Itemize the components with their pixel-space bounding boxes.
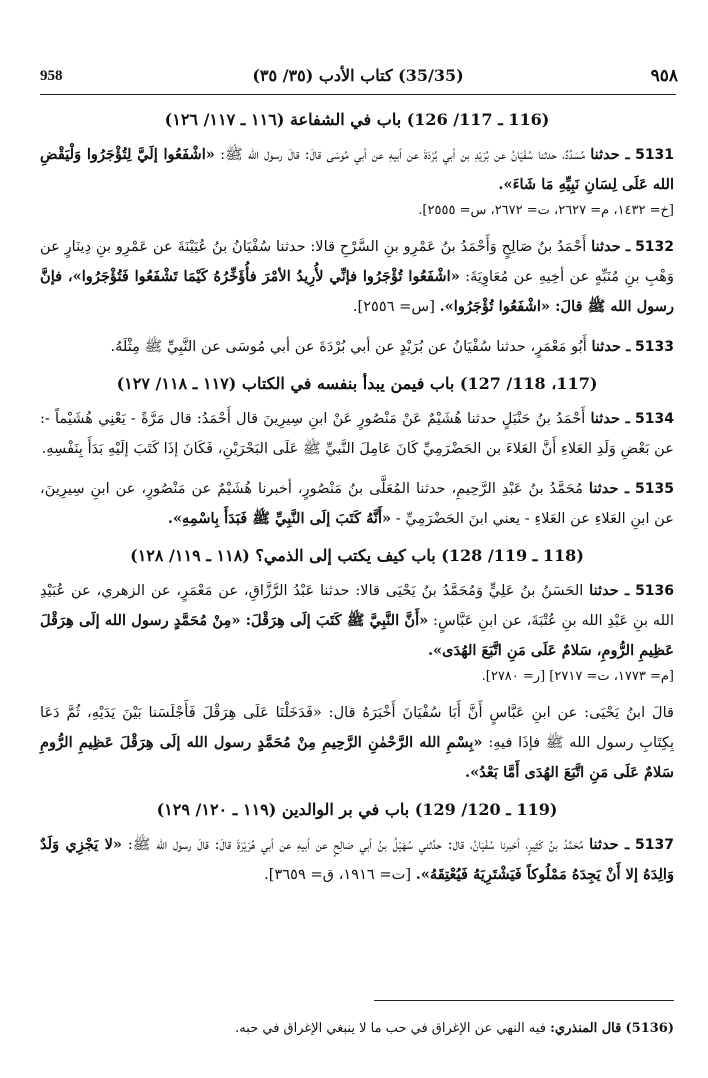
hadith-number: 5131 xyxy=(635,147,675,163)
hadith-chain: مُحَمَّدُ بنُ عَبْدِ الرَّحِيمِ، حدثنا المُعَلَّى بنُ مَنْصُورٍ، أخبرنا هُشَيْمٌ عن مَنْصُورٍ، عن ابنِ سِيرِينَ، عن ابنِ العَلاءِ عن العَلاءِ - يعني ابنَ الحَضْرَمِيِّ - xyxy=(40,480,674,527)
haddathana-label: ـ حدثنا xyxy=(588,480,630,497)
hadith-5133 xyxy=(40,332,674,362)
page-number-latin: 958 xyxy=(40,68,63,84)
hadith-reference: [خ= ١٤٣٢، م= ٢٦٢٧، ت= ٢٦٧٢، س= ٢٥٥٥]. xyxy=(418,203,674,218)
hadith-chain: أَحْمَدُ بنُ صَالِحٍ وَأَحْمَدُ بنُ عَمْرِو بنِ السَّرْحِ قالا: حدثنا سُفْيَانُ بنُ عُيَيْنَةَ عن عَمْرِو بنِ دِينَارٍ عن وَهْبِ بنِ مُنَبِّهٍ عن أخِيهِ عن مُعَاوِيَةَ: xyxy=(40,238,675,285)
chapter-heading: (118 ـ 119/ 128) باب كيف يكتب إلى الذمي؟ (١١٨ ـ ١١٩/ ١٢٨) xyxy=(130,546,584,565)
hadith-quote: «اشْفَعُوا تُؤْجَرُوا فإنِّي لأُرِيدُ الأمْرَ فأُؤَخِّرُهُ كَيْمَا تَشْفَعُوا فَتُؤْجَرُوا»، فإنَّ رسول الله ﷺ قالَ: «اشْفَعُوا تُؤْجَرُوا». xyxy=(40,268,674,315)
haddathana-label: ـ حدثنا xyxy=(589,836,630,853)
hadith-5136 xyxy=(40,576,674,688)
hadith-5134 xyxy=(40,404,674,464)
page-header xyxy=(34,62,682,92)
hadith-5137 xyxy=(40,830,674,890)
running-title: (35/35) كتاب الأدب (٣٥/ ٣٥) xyxy=(252,66,464,85)
footnote-number: (5136) xyxy=(625,1021,674,1036)
haddathana-label: ـ حدثنا xyxy=(591,238,631,255)
chapter-heading: (119 ـ 120/ 129) باب في بر الوالدين (١١٩ ـ ١٢٠/ ١٢٩) xyxy=(156,800,558,819)
hadith-quote: «أَنَّهُ كَتَبَ إلَى النَّبِيِّ ﷺ فَبَدَأَ بِاسْمِهِ». xyxy=(167,510,392,527)
hadith-5132 xyxy=(40,232,674,322)
hadith-5131 xyxy=(40,140,674,222)
hadith-reference: [س= ٢٥٥٦]. xyxy=(352,298,435,315)
hadith-number: 5137 xyxy=(635,837,675,853)
footnote-divider xyxy=(374,1000,674,1001)
extra-narration xyxy=(40,698,674,788)
hadith-number: 5136 xyxy=(635,583,675,599)
header-divider xyxy=(40,94,676,95)
chapter-heading: (116 ـ 117/ 126) باب في الشفاعة (١١٦ ـ ١١٧/ ١٢٦) xyxy=(164,110,550,129)
hadith-quote: «لا يَجْزِي وَلَدٌ وَالِدَهُ إلا أَنْ يَجِدَهُ مَمْلُوكاً فَيَشْتَرِيَهُ فَيُعْتِقَهُ». xyxy=(40,836,674,883)
hadith-number: 5133 xyxy=(635,339,674,355)
hadith-reference: [ت= ١٩١٦، ق= ٣٦٥٩]. xyxy=(264,866,412,883)
hadith-reference: [م= ١٧٧٣، ت= ٢٧١٧] [ر= ٢٧٨٠]. xyxy=(481,669,674,684)
haddathana-label: ـ حدثنا xyxy=(591,338,631,355)
hadith-chain: مُحَمَّدُ بنُ كَثِيرٍ، أخبرنا سُفْيَانُ، قال: حدَّثني سُهَيْلُ بنُ أبي صَالِحٍ عن أبيهِ عن أبي هُرَيْرَةَ قالَ: قالَ رسول الله ﷺ: xyxy=(127,836,584,853)
page-body xyxy=(40,108,674,900)
extra-narration-quote: «بِسْمِ الله الرَّحْمٰنِ الرَّحِيمِ مِنْ مُحَمَّدٍ رسول الله إلَى هِرَقْلَ عَظِيمِ الرُّومِ سَلامٌ عَلَى مَنِ اتَّبَعَ الهُدَى أَمَّا بَعْدُ». xyxy=(40,734,674,781)
hadith-number: 5132 xyxy=(635,239,675,255)
hadith-chain: مُسَدَّدٌ، حدثنا سُفْيَانُ عن بُرَيْدِ بن أبي بُرْدَةَ عن أبيهِ عن أبي مُوسَى قالَ: قالَ رسول الله ﷺ: xyxy=(220,146,585,163)
hadith-5135 xyxy=(40,474,674,534)
hadith-number: 5134 xyxy=(635,411,674,427)
chapter-heading: (117، 118/ 127) باب فيمن يبدأ بنفسه في الكتاب (١١٧ ـ ١١٨/ ١٢٧) xyxy=(116,374,598,393)
haddathana-label: ـ حدثنا xyxy=(590,410,630,427)
hadith-quote: «اشْفَعُوا إلَيَّ لِتُؤْجَرُوا وَلْيَقْضِ الله عَلَى لِسَانِ نَبِيِّهِ مَا شَاءَ». xyxy=(40,146,674,193)
page-number-arabic: ٩٥٨ xyxy=(650,66,678,86)
haddathana-label: ـ حدثنا xyxy=(590,146,630,163)
hadith-quote: «أَنَّ النَّبِيَّ ﷺ كَتَبَ إلَى هِرَقْلَ: «مِنْ مُحَمَّدٍ رسول الله إلَى هِرَقْلَ عَظِيمِ الرُّومِ، سَلامٌ عَلَى مَنِ اتَّبَعَ الهُدَى». xyxy=(40,612,674,659)
hadith-chain: أَبُو مَعْمَرٍ، حدثنا سُفْيَانُ عن بُرَيْدٍ عن أبي بُرْدَةَ عن أبي مُوسَى عن النَّبِيِّ ﷺ مِثْلَهُ. xyxy=(110,338,587,355)
footnote-text: فيه النهي عن الإغراق في حب ما لا ينبغي الإغراق في حبه. xyxy=(235,1021,546,1036)
haddathana-label: ـ حدثنا xyxy=(589,582,630,599)
hadith-chain: الحَسَنُ بنُ عَلِيٍّ وَمُحَمَّدُ بنُ يَحْيَى قالا: حدثنا عَبْدُ الرَّزَّاقِ، عن مَعْمَرٍ، عن الزهري، عن عُبَيْدِ الله بنِ عَبْدِ الله بنِ عُتْبَةَ، عن ابنِ عَبَّاسٍ: xyxy=(40,582,675,629)
extra-narration-text: قالَ ابنُ يَحْيَى: عن ابنِ عَبَّاسٍ أَنَّ أَبَا سُفْيَانَ أَخْبَرَهُ قال: «فَدَخَلْنَا عَلَى هِرَقْلَ فَأَجْلَسَنا بَيْنَ يَدَيْهِ، ثُمَّ دَعَا بِكِتَابِ رسول الله ﷺ فإذَا فيهِ: xyxy=(40,704,675,751)
hadith-chain: أَحْمَدُ بنُ حَنْبَلٍ حدثنا هُشَيْمٌ عَنْ مَنْصُورٍ عَنْ ابنِ سِيرِينَ قال أَحْمَدُ: قال مَرَّةً - يَعْنِي هُشَيْماً -: عن بَعْضِ وَلَدِ العَلاءِ أَنَّ العَلاءَ بن الحَضْرَمِيِّ كَانَ عَامِلَ النَّبيِّ ﷺ عَلَى البَحْرَيْنِ، فَكَانَ إذَا كَتَبَ إلَيْهِ بَدَأَ بِنَفْسِهِ. xyxy=(40,410,674,457)
footnote-label: قال المنذري: xyxy=(550,1021,622,1036)
footnote xyxy=(40,1018,674,1040)
hadith-number: 5135 xyxy=(635,481,674,497)
